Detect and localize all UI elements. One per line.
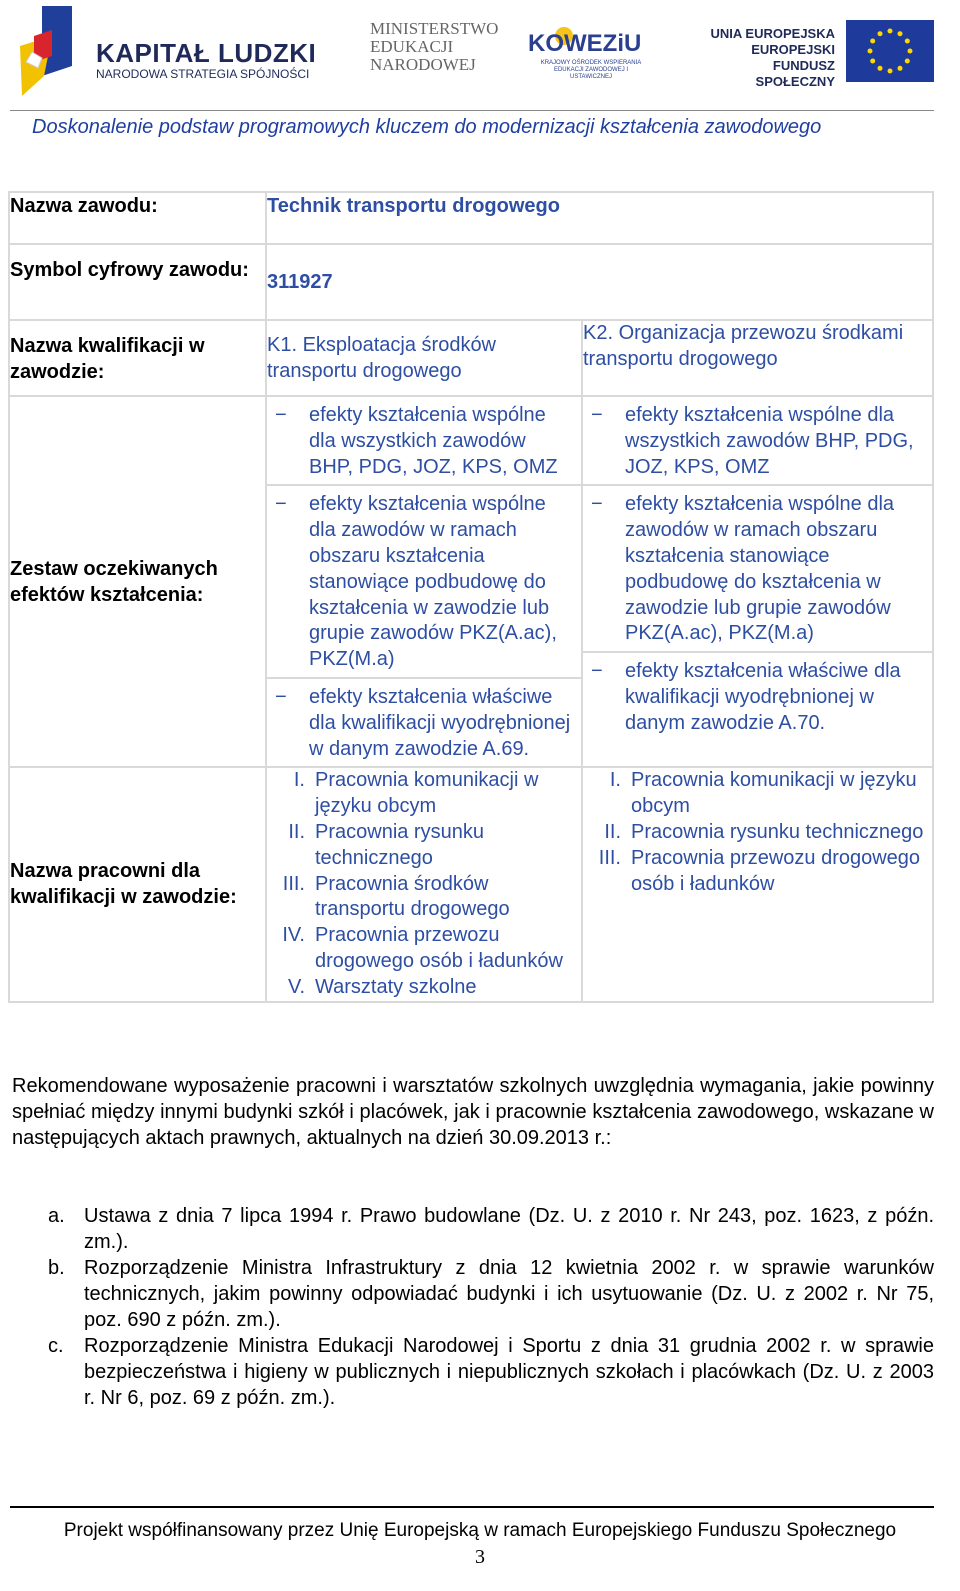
k2-labs (582, 767, 933, 1001)
effects-label: Zestaw oczekiwanych efektów kształcenia: (9, 396, 266, 767)
list-item (583, 768, 932, 820)
footer-divider (10, 1506, 934, 1508)
qualification-table (8, 191, 934, 1003)
k1-qualification: K1. Eksploatacja środków transportu drogowego (266, 320, 582, 396)
list-item (583, 486, 932, 653)
eu-line: EUROPEJSKI (751, 42, 835, 57)
kapital-ludzki-logo-icon (12, 6, 90, 102)
act-text: Rozporządzenie Ministra Infrastruktury z dnia 12 kwietnia 2002 r. w sprawie warunków technicznych, jakim powinny odpowiadać budynki i ich usytuowanie (Dz. U. z 2002 r. Nr 75, poz. 690 z późn. zm.). (84, 1257, 934, 1331)
list-item (583, 846, 932, 898)
table-row (9, 320, 933, 396)
dash-marker: − (275, 685, 287, 708)
page-subtitle: Doskonalenie podstaw programowych kluczem do modernizacji kształcenia zawodowego (32, 116, 822, 138)
k2-qualification: K2. Organizacja przewozu środkami transportu drogowego (582, 320, 933, 396)
table-row (9, 767, 933, 1001)
eu-text (690, 26, 835, 90)
list-item (267, 923, 581, 975)
list-item (583, 397, 932, 486)
lab-name: Pracownia przewozu drogowego osób i ładunków (315, 924, 563, 972)
men-line: EDUKACJI (370, 37, 454, 56)
roman-marker: IV. (282, 924, 305, 947)
effect-text: efekty kształcenia właściwe dla kwalifikacji wyodrębnionej w danym zawodzie A.69. (309, 685, 571, 760)
eu-line: UNIA EUROPEJSKA (710, 26, 835, 41)
qualification-name-label: Nazwa kwalifikacji w zawodzie: (9, 320, 266, 396)
lab-name: Warsztaty szkolne (315, 975, 477, 998)
list-item (12, 1203, 934, 1255)
list-item (267, 679, 581, 766)
list-item (267, 975, 581, 1001)
list-item (583, 820, 932, 846)
list-item (267, 768, 581, 820)
effect-text: efekty kształcenia wspólne dla wszystkich zawodów BHP, PDG, JOZ, KPS, OMZ (309, 404, 558, 478)
effect-text: efekty kształcenia wspólne dla zawodów w ramach obszaru kształcenia stanowiące podbudowę do kształcenia w zawodzie lub grupie zawodów PKZ(A.ac), PKZ(M.a) (309, 493, 557, 671)
list-item (267, 397, 581, 486)
profession-name-label: Nazwa zawodu: (9, 192, 266, 244)
roman-marker: II. (288, 820, 305, 843)
men-logo (370, 20, 498, 74)
recommendation-paragraph: Rekomendowane wyposażenie pracowni i warsztatów szkolnych uwzględnia wymagania, jakie powinny spełniać między innymi budynki szkół i placówek, jak i pracownie kształcenia zawodowego, wskazane w następujących aktach prawnych, aktualnych na dzień 30.09.2013 r.: (12, 1075, 934, 1149)
koweziu-name: KOWEZiU (528, 30, 642, 57)
list-item (267, 486, 581, 679)
k1-effects (266, 396, 582, 767)
legal-acts-list (12, 1203, 934, 1411)
eu-flag-icon (846, 20, 934, 82)
eu-line: FUNDUSZ SPOŁECZNY (755, 58, 835, 89)
roman-marker: I. (293, 769, 305, 792)
dash-marker: − (591, 493, 603, 516)
roman-marker: V. (287, 975, 305, 998)
effect-text: efekty kształcenia wspólne dla zawodów w ramach obszaru kształcenia stanowiące podbudowę do kształcenia w zawodzie lub grupie zawodów PKZ(A.ac), PKZ(M.a) (625, 493, 895, 645)
lab-name: Pracownia przewozu drogowego osób i ładunków (631, 846, 921, 895)
lab-name: Pracownia komunikacji w języku obcym (315, 769, 539, 818)
effect-text: efekty kształcenia wspólne dla wszystkich zawodów BHP, PDG, JOZ, KPS, OMZ (625, 404, 914, 478)
profession-symbol-label: Symbol cyfrowy zawodu: (9, 244, 266, 320)
men-line: MINISTERSTWO (370, 19, 499, 38)
list-item (583, 653, 932, 740)
table-row (9, 244, 933, 320)
koweziu-subtitle: KRAJOWY OŚRODEK WSPIERANIA EDUKACJI ZAWODOWEJ I USTAWICZNEJ (540, 60, 642, 80)
dash-marker: − (275, 404, 287, 426)
roman-marker: II. (604, 820, 621, 843)
act-text: Rozporządzenie Ministra Edukacji Narodowej i Sportu z dnia 31 grudnia 2002 r. w sprawie bezpieczeństwa i higieny w publicznych i niepublicznych szkołach i placówkach (Dz. U. z 2003 r. Nr 6, poz. 69 z późn. zm.). (84, 1335, 934, 1409)
list-item (12, 1255, 934, 1333)
kapital-ludzki-title: KAPITAŁ LUDZKI (96, 38, 317, 68)
kapital-ludzki-subtitle: NARODOWA STRATEGIA SPÓJNOŚCI (96, 67, 310, 81)
profession-symbol-value: 311927 (266, 244, 933, 320)
lab-name: Pracownia rysunku technicznego (631, 820, 924, 843)
roman-marker: III. (598, 846, 621, 869)
act-text: Ustawa z dnia 7 lipca 1994 r. Prawo budowlane (Dz. U. z 2010 r. Nr 243, poz. 1623, z późn. zm.). (84, 1205, 934, 1253)
lab-name: Pracownia rysunku technicznego (315, 820, 484, 869)
k2-effects (582, 396, 933, 767)
labs-label: Nazwa pracowni dla kwalifikacji w zawodzie: (9, 767, 266, 1001)
table-row (9, 192, 933, 244)
list-item (267, 820, 581, 872)
header-divider (10, 110, 934, 111)
footer-text: Projekt współfinansowany przez Unię Europejską w ramach Europejskiego Funduszu Społecznego (63, 1520, 897, 1541)
effect-text: efekty kształcenia właściwe dla kwalifikacji wyodrębnionej w danym zawodzie A.70. (625, 660, 901, 734)
dash-marker: − (591, 660, 603, 683)
logo-header (0, 0, 960, 110)
roman-marker: III. (282, 872, 305, 895)
profession-name-value: Technik transportu drogowego (266, 192, 933, 244)
roman-marker: I. (609, 769, 621, 792)
lab-name: Pracownia środków transportu drogowego (315, 872, 510, 921)
dash-marker: − (275, 493, 287, 516)
list-item (12, 1333, 934, 1411)
lab-name: Pracownia komunikacji w języku obcym (631, 769, 917, 818)
list-item (267, 872, 581, 924)
men-line: NARODOWEJ (370, 55, 476, 74)
k1-labs (266, 767, 582, 1001)
page-number: 3 (475, 1546, 485, 1568)
list-marker: c. (48, 1335, 64, 1357)
table-row (9, 396, 933, 767)
list-marker: a. (48, 1205, 65, 1227)
list-marker: b. (48, 1257, 65, 1279)
dash-marker: − (591, 404, 603, 426)
